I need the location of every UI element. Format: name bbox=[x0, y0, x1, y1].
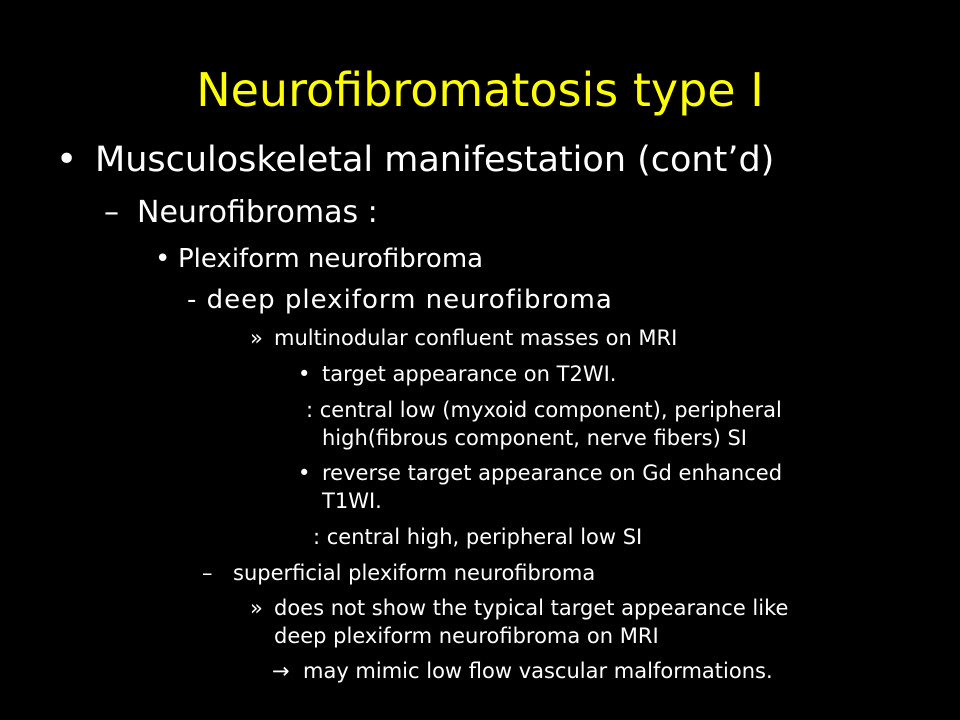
bullet-l5b-text-line2: deep plexiform neurofibroma on MRI bbox=[274, 624, 659, 648]
slide-title: Neurofibromatosis type I bbox=[196, 63, 764, 117]
note-l6b: : central high, peripheral low SI bbox=[313, 525, 643, 549]
arrow-right-icon: → bbox=[272, 659, 290, 683]
bullet-l1-marker: • bbox=[56, 139, 78, 180]
bullet-l6a-text: target appearance on T2WI. bbox=[322, 362, 617, 386]
bullet-l6a-marker: • bbox=[298, 362, 311, 386]
bullet-l5a-marker: » bbox=[250, 326, 263, 350]
bullet-l1-text: Musculoskeletal manifestation (cont’d) bbox=[95, 140, 775, 180]
bullet-l4b-marker: – bbox=[202, 561, 213, 585]
note-l6a-line2: high(fibrous component, nerve fibers) SI bbox=[322, 426, 747, 450]
bullet-l2-marker: – bbox=[104, 195, 119, 230]
bullet-l5b-marker: » bbox=[250, 596, 263, 620]
bullet-l3-text: Plexiform neurofibroma bbox=[178, 244, 484, 274]
bullet-l3-marker: • bbox=[155, 244, 171, 274]
bullet-l6b-text-line1: reverse target appearance on Gd enhanced bbox=[322, 461, 783, 485]
bullet-l4b-text: superficial plexiform neurofibroma bbox=[233, 561, 596, 585]
arrow-text: may mimic low flow vascular malformations. bbox=[303, 659, 773, 683]
bullet-l6b-marker: • bbox=[298, 461, 311, 485]
bullet-l5a-text: multinodular confluent masses on MRI bbox=[274, 326, 678, 350]
bullet-l2-text: Neurofibromas : bbox=[137, 195, 378, 230]
note-l6a-line1: : central low (myxoid component), peripheral bbox=[306, 398, 782, 422]
bullet-l6b-text-line2: T1WI. bbox=[322, 489, 382, 513]
bullet-l5b-text-line1: does not show the typical target appearance like bbox=[274, 596, 789, 620]
bullet-l4-text: - deep plexiform neurofibroma bbox=[187, 285, 613, 315]
